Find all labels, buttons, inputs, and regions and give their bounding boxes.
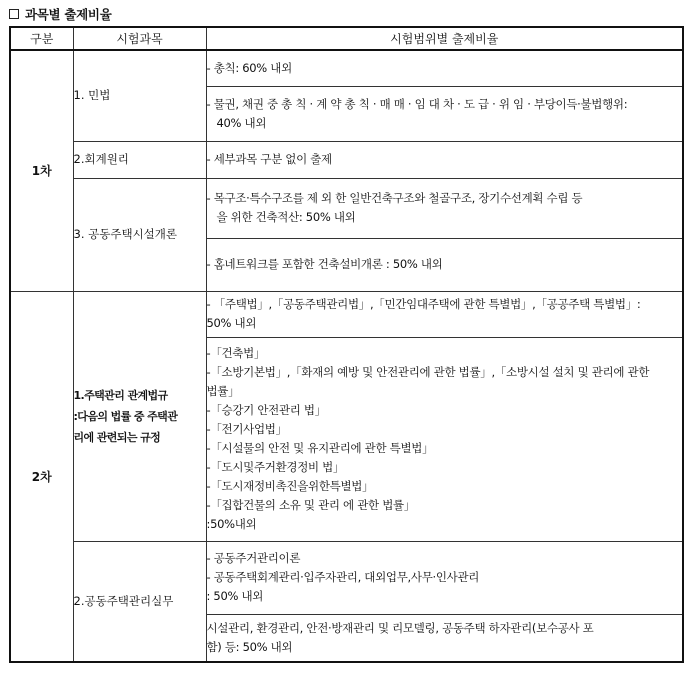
subject-text: 리에 관련되는 규정 [73,430,161,444]
law-item: -「도시재정비촉진을위한특별법」 [206,479,374,493]
law-item: :50%내외 [206,517,257,531]
scope-laws-building [206,337,683,541]
law-item: -「집합건물의 소유 및 관리 에 관한 법률」 [206,498,416,512]
table-row [10,50,683,86]
scope-text: - 총칙: 60% 내외 [206,60,292,75]
caption-title: 과목별 출제비율 [25,7,112,22]
subject-housing-laws [73,291,206,541]
law-item: -「시설물의 안전 및 유지관리에 관한 특별법」 [206,441,434,455]
scope-text: 을 위한 건축적산: 50% 내외 [216,210,356,224]
header-subject: 시험과목 [73,27,206,50]
scope-text: 40% 내외 [216,115,267,130]
law-item: -「소방기본법」,「화재의 예방 및 안전관리에 관한 법률」,「소방시설 설치 및 관리에 관한 [206,365,650,379]
law-item: -「건축법」 [206,346,266,360]
scope-civil-law-general [206,50,683,86]
subject-facilities: 3. 공동주택시설개론 [73,178,206,291]
scope-text: - 「주택법」,「공동주택관리법」,「민간임대주택에 관한 특별법」,「공공주택 특별법」: [206,297,641,311]
scope-text: 50% 내외 [206,316,257,330]
header-scope: 시험범위별 출제비율 [206,27,683,50]
table-header-row [10,27,683,50]
table-row [10,541,683,614]
table-row [10,291,683,337]
section-caption [9,5,111,23]
law-item: 법률」 [206,384,240,398]
law-item: -「전기사업법」 [206,422,287,436]
scope-text: - 세부과목 구분 없이 출제 [206,152,332,166]
subject-housing-practice: 2.공동주택관리실무 [73,541,206,662]
law-item: -「도시및주거환경정비 법」 [206,460,345,474]
subject-text: :다음의 법률 중 주택관 [73,409,178,423]
scope-text: 함) 등: 50% 내외 [206,639,293,654]
scope-text: - 홈네트워크를 포함한 건축설비개론 : 50% 내외 [206,257,443,271]
scope-laws-housing [206,291,683,337]
practice-item: - 공동주거관리이론 [206,551,301,565]
law-item: -「승강기 안전관리 법」 [206,403,326,417]
practice-item: : 50% 내외 [206,589,264,603]
exam-ratio-table [9,26,684,663]
header-division: 구분 [10,27,73,50]
scope-text: 시설관리, 환경관리, 안전·방재관리 및 리모델링, 공동주택 하자관리(보수공사 포 [206,620,594,635]
scope-practice-facility [206,614,683,662]
scope-facilities-equipment [206,238,683,291]
division-round2: 2차 [10,291,73,662]
table-row [10,178,683,238]
scope-text: - 물권, 채권 중 총 칙 · 계 약 총 칙 · 매 매 · 임 대 차 · 도 급 · 위 임 · 부당이득·불법행위: [206,96,628,111]
subject-text: 1.주택관리 관계법규 [73,388,168,402]
table-row [10,141,683,178]
scope-civil-law-property [206,86,683,141]
scope-text: - 목구조·특수구조를 제 외 한 일반건축구조와 철골구조, 장기수선계획 수립 등 [206,191,583,205]
subject-accounting: 2.회계원리 [73,141,206,178]
division-round1: 1차 [10,50,73,291]
subject-civil-law: 1. 민법 [73,50,206,141]
practice-item: - 공동주택회계관리·입주자관리, 대외업무,사무·인사관리 [206,570,480,584]
scope-accounting [206,141,683,178]
checkbox-square-icon [9,9,19,19]
scope-practice-management [206,541,683,614]
scope-facilities-structure [206,178,683,238]
